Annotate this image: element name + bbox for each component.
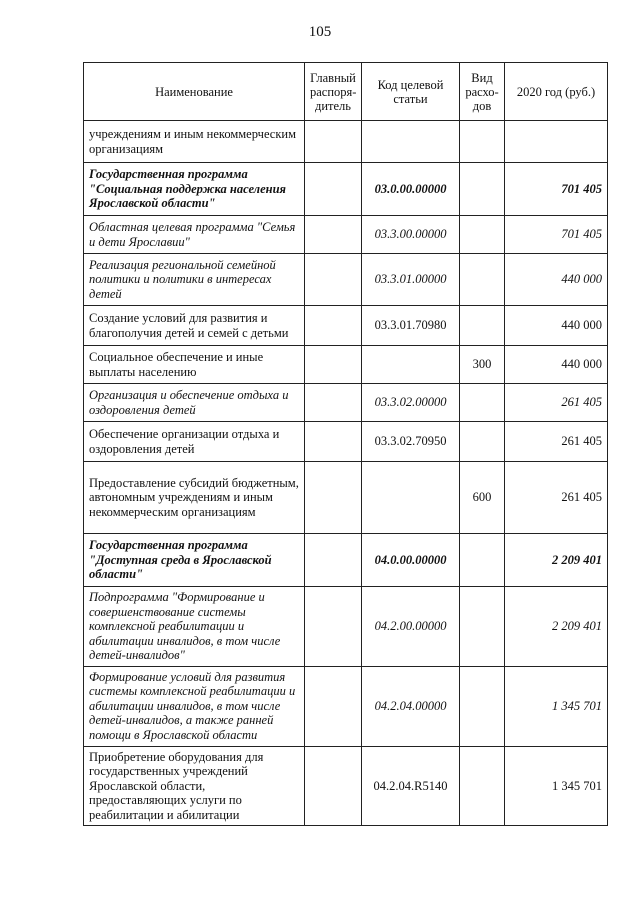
table-row — [84, 384, 608, 422]
row-name: Создание условий для развития и благополучия детей и семей с детьми — [84, 306, 305, 346]
row-target-code — [362, 121, 460, 163]
row-amount: 701 405 — [505, 163, 608, 216]
row-expense-type — [460, 121, 505, 163]
row-main-manager — [305, 422, 362, 462]
row-main-manager — [305, 306, 362, 346]
header-target-code: Код целевой статьи — [362, 63, 460, 121]
row-name: Государственная программа "Доступная среда в Ярославской области" — [84, 534, 305, 587]
row-amount: 440 000 — [505, 254, 608, 306]
row-expense-type — [460, 587, 505, 667]
row-expense-type — [460, 254, 505, 306]
row-target-code: 03.3.02.70950 — [362, 422, 460, 462]
table-row — [84, 587, 608, 667]
row-expense-type — [460, 746, 505, 826]
row-name: учреждениям и иным некоммерческим организациям — [84, 121, 305, 163]
table-row — [84, 306, 608, 346]
row-name: Подпрограмма "Формирование и совершенствование системы комплексной реабилитации и абилитации инвалидов, в том числе детей-инвалидов" — [84, 587, 305, 667]
row-target-code: 04.0.00.00000 — [362, 534, 460, 587]
row-main-manager — [305, 462, 362, 534]
row-target-code: 04.2.00.00000 — [362, 587, 460, 667]
row-main-manager — [305, 346, 362, 384]
row-amount: 701 405 — [505, 216, 608, 254]
header-expense-type: Вид расхо-дов — [460, 63, 505, 121]
row-target-code: 03.3.00.00000 — [362, 216, 460, 254]
row-expense-type: 600 — [460, 462, 505, 534]
row-expense-type — [460, 384, 505, 422]
table-row — [84, 746, 608, 826]
row-name: Предоставление субсидий бюджетным, автономным учреждениям и иным некоммерческим организациям — [84, 462, 305, 534]
row-main-manager — [305, 163, 362, 216]
table-row — [84, 346, 608, 384]
row-expense-type: 300 — [460, 346, 505, 384]
header-name: Наименование — [84, 63, 305, 121]
row-amount: 440 000 — [505, 346, 608, 384]
row-amount: 261 405 — [505, 462, 608, 534]
row-amount: 1 345 701 — [505, 746, 608, 826]
page-number: 105 — [308, 24, 332, 40]
table-row — [84, 163, 608, 216]
row-name: Социальное обеспечение и иные выплаты населению — [84, 346, 305, 384]
table-row — [84, 121, 608, 163]
table-body — [84, 121, 608, 826]
table-row — [84, 422, 608, 462]
row-expense-type — [460, 422, 505, 462]
table-row — [84, 254, 608, 306]
row-target-code: 03.3.01.00000 — [362, 254, 460, 306]
row-main-manager — [305, 534, 362, 587]
row-target-code: 03.3.02.00000 — [362, 384, 460, 422]
row-name: Государственная программа "Социальная поддержка населения Ярославской области" — [84, 163, 305, 216]
row-name: Обеспечение организации отдыха и оздоровления детей — [84, 422, 305, 462]
row-main-manager — [305, 216, 362, 254]
row-name: Реализация региональной семейной политики и политики в интересах детей — [84, 254, 305, 306]
row-target-code: 03.3.01.70980 — [362, 306, 460, 346]
row-main-manager — [305, 587, 362, 667]
row-amount: 2 209 401 — [505, 534, 608, 587]
row-amount: 2 209 401 — [505, 587, 608, 667]
row-main-manager — [305, 746, 362, 826]
row-expense-type — [460, 163, 505, 216]
row-amount: 261 405 — [505, 422, 608, 462]
row-target-code — [362, 462, 460, 534]
row-amount — [505, 121, 608, 163]
row-main-manager — [305, 666, 362, 746]
row-expense-type — [460, 216, 505, 254]
row-name: Приобретение оборудования для государственных учреждений Ярославской области, предоставляющих услуги по реабилитации и абилитации — [84, 746, 305, 826]
row-target-code — [362, 346, 460, 384]
row-expense-type — [460, 306, 505, 346]
row-target-code: 04.2.04.R5140 — [362, 746, 460, 826]
budget-table — [83, 62, 608, 826]
row-expense-type — [460, 666, 505, 746]
row-name: Формирование условий для развития системы комплексной реабилитации и абилитации инвалидов, в том числе детей-инвалидов, а также ранней помощи в Ярославской области — [84, 666, 305, 746]
row-expense-type — [460, 534, 505, 587]
table-row — [84, 462, 608, 534]
row-target-code: 04.2.04.00000 — [362, 666, 460, 746]
row-amount: 440 000 — [505, 306, 608, 346]
row-main-manager — [305, 254, 362, 306]
row-target-code: 03.0.00.00000 — [362, 163, 460, 216]
row-name: Организация и обеспечение отдыха и оздоровления детей — [84, 384, 305, 422]
row-main-manager — [305, 121, 362, 163]
table-row — [84, 534, 608, 587]
row-name: Областная целевая программа "Семья и дети Ярославии" — [84, 216, 305, 254]
row-amount: 261 405 — [505, 384, 608, 422]
table-row — [84, 216, 608, 254]
row-main-manager — [305, 384, 362, 422]
table-row — [84, 666, 608, 746]
header-main-manager: Главный распоря-дитель — [305, 63, 362, 121]
row-amount: 1 345 701 — [505, 666, 608, 746]
table-header — [84, 63, 608, 121]
header-amount: 2020 год (руб.) — [505, 63, 608, 121]
